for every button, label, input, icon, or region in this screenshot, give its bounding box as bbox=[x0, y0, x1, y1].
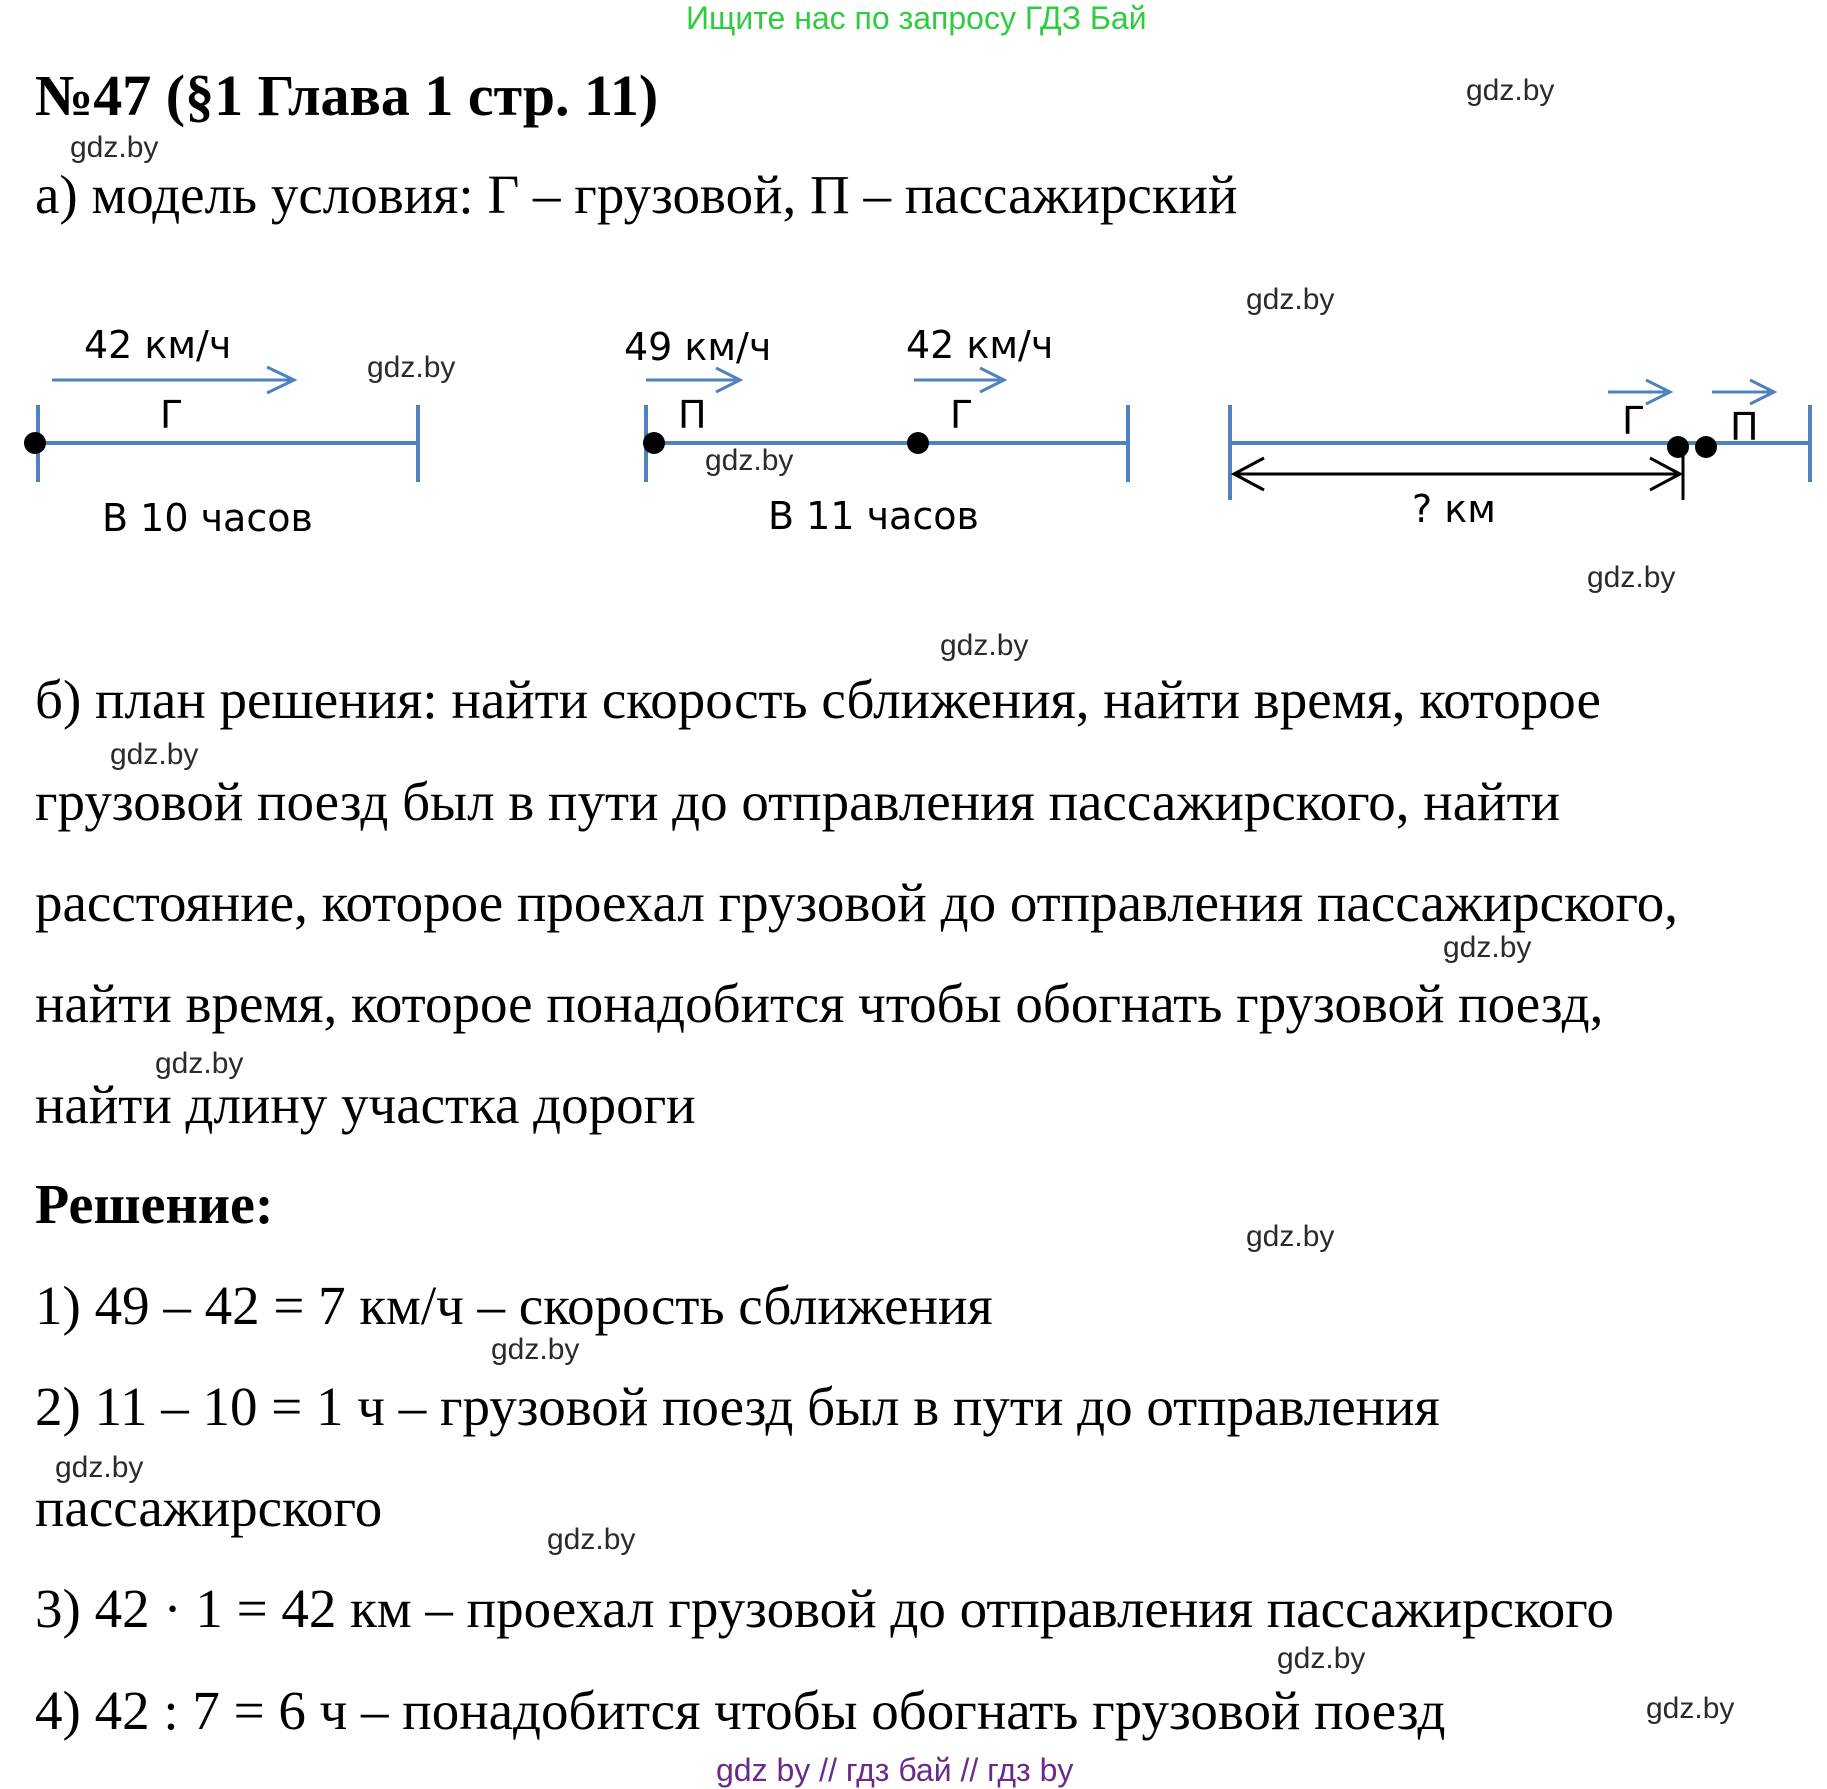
freight-speed-label: 42 км/ч bbox=[906, 323, 1054, 367]
speed-arrow-icon bbox=[52, 367, 294, 393]
caption-label: В 11 часов bbox=[768, 494, 979, 538]
diagram-11-hours bbox=[624, 323, 1128, 538]
watermark: gdz.by bbox=[70, 131, 159, 164]
watermark: gdz.by bbox=[705, 444, 794, 477]
watermark: gdz.by bbox=[940, 629, 1029, 662]
watermark: gdz.by bbox=[1246, 1220, 1335, 1253]
plan-line-4: найти время, которое понадобится чтобы обогнать грузовой поезд, bbox=[35, 973, 1604, 1034]
freight-point bbox=[1667, 436, 1689, 458]
start-point bbox=[24, 432, 46, 454]
watermark: gdz.by bbox=[110, 738, 199, 771]
watermark: gdz.by bbox=[1246, 283, 1335, 316]
watermark: gdz.by bbox=[155, 1047, 244, 1080]
plan-line-5: найти длину участка дороги bbox=[35, 1074, 696, 1135]
passenger-point bbox=[643, 432, 665, 454]
solution-step-4: 4) 42 : 7 = 6 ч – понадобится чтобы обогнать грузовой поезд bbox=[35, 1680, 1446, 1741]
watermark: gdz.by bbox=[1466, 74, 1555, 107]
solution-heading: Решение: bbox=[35, 1174, 274, 1236]
diagram-meeting bbox=[1230, 380, 1810, 531]
passenger-label: П bbox=[678, 393, 707, 437]
distance-label: ? км bbox=[1412, 487, 1496, 531]
solution-step-3: 3) 42 · 1 = 42 км – проехал грузовой до отправления пассажирского bbox=[35, 1578, 1614, 1639]
search-banner[interactable]: Ищите нас по запросу ГДЗ Бай bbox=[686, 0, 1147, 36]
speed-arrow-icon bbox=[914, 368, 1004, 392]
solution-step-2-cont: пассажирского bbox=[35, 1477, 383, 1538]
passenger-point bbox=[1695, 436, 1717, 458]
freight-point bbox=[907, 432, 929, 454]
freight-label: Г bbox=[1622, 399, 1646, 443]
solution-step-2: 2) 11 – 10 = 1 ч – грузовой поезд был в пути до отправления bbox=[35, 1376, 1440, 1437]
watermark: gdz.by bbox=[55, 1451, 144, 1484]
passenger-speed-label: 49 км/ч bbox=[624, 325, 772, 369]
plan-line-1: б) план решения: найти скорость сближения, найти время, которое bbox=[35, 669, 1601, 730]
part-a-text: а) модель условия: Г – грузовой, П – пассажирский bbox=[35, 164, 1238, 225]
watermark: gdz.by bbox=[1587, 561, 1676, 594]
plan-line-3: расстояние, которое проехал грузовой до отправления пассажирского, bbox=[35, 872, 1678, 933]
freight-label: Г bbox=[950, 393, 974, 437]
watermark: gdz.by bbox=[367, 351, 456, 384]
diagram-10-hours bbox=[24, 323, 418, 540]
speed-arrow-icon bbox=[1712, 380, 1774, 404]
exercise-title: №47 (§1 Глава 1 стр. 11) bbox=[35, 63, 659, 128]
plan-line-2: грузовой поезд был в пути до отправления пассажирского, найти bbox=[35, 771, 1561, 832]
watermark: gdz.by bbox=[1277, 1642, 1366, 1675]
watermark: gdz.by bbox=[1443, 931, 1532, 964]
speed-label: 42 км/ч bbox=[84, 323, 232, 367]
caption-label: В 10 часов bbox=[102, 496, 313, 540]
watermark: gdz.by bbox=[547, 1523, 636, 1556]
double-arrow-icon bbox=[1234, 458, 1680, 490]
footer-links[interactable]: gdz by // гдз бай // гдз by bbox=[716, 1752, 1074, 1788]
watermark: gdz.by bbox=[491, 1333, 580, 1366]
train-label: Г bbox=[160, 393, 184, 437]
solution-step-1: 1) 49 – 42 = 7 км/ч – скорость сближения bbox=[35, 1275, 993, 1336]
speed-arrow-icon bbox=[646, 368, 740, 392]
passenger-label: П bbox=[1730, 405, 1759, 449]
watermark: gdz.by bbox=[1646, 1692, 1735, 1725]
